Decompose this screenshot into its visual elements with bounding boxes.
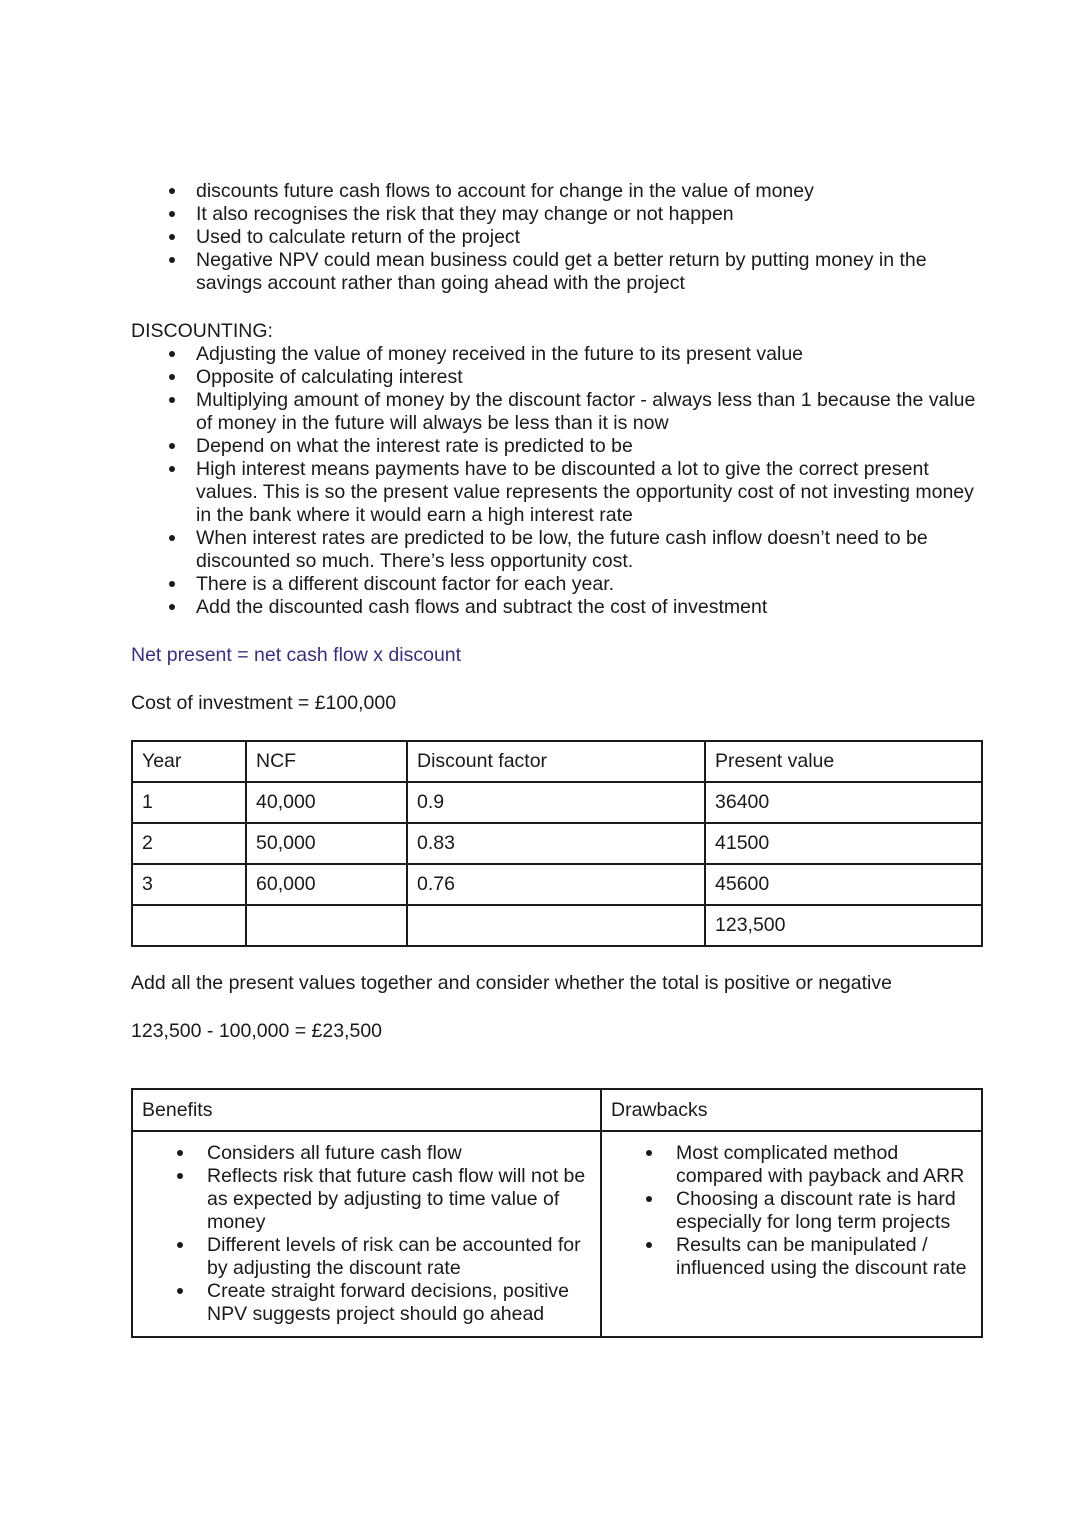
- cell-discount-factor: 0.9: [407, 782, 705, 823]
- table-row: [132, 1131, 982, 1337]
- list-item: There is a different discount factor for each year.: [131, 573, 981, 596]
- cell-discount-factor: 0.76: [407, 864, 705, 905]
- list-item: Opposite of calculating interest: [131, 366, 981, 389]
- cell-year: 1: [132, 782, 246, 823]
- cell-total-present-value: 123,500: [705, 905, 982, 946]
- cost-of-investment: Cost of investment = £100,000: [131, 692, 397, 714]
- benefits-cell: [132, 1131, 601, 1337]
- npv-formula: Net present = net cash flow x discount: [131, 644, 462, 666]
- header-discount-factor: Discount factor: [407, 741, 705, 782]
- list-item: Different levels of risk can be accounted for by adjusting the discount rate: [142, 1234, 594, 1280]
- summary-text: Add all the present values together and consider whether the total is positive or negative: [131, 972, 892, 994]
- list-item: Reflects risk that future cash flow will not be as expected by adjusting to time value of money: [142, 1165, 594, 1234]
- cell-present-value: 36400: [705, 782, 982, 823]
- table-total-row: [132, 905, 982, 946]
- document-page: [131, 180, 981, 1338]
- list-item: Results can be manipulated / influenced using the discount rate: [611, 1234, 975, 1280]
- header-year: Year: [132, 741, 246, 782]
- list-item: Choosing a discount rate is hard especially for long term projects: [611, 1188, 975, 1234]
- list-item: Negative NPV could mean business could get a better return by putting money in the savings account rather than going ahead with the project: [131, 249, 981, 295]
- list-item: Multiplying amount of money by the discount factor - always less than 1 because the value of money in the future will always be less than it is now: [131, 389, 981, 435]
- cell-present-value: 45600: [705, 864, 982, 905]
- npv-calculation: 123,500 - 100,000 = £23,500: [131, 1020, 383, 1042]
- benefits-drawbacks-table: [131, 1088, 983, 1338]
- npv-table: [131, 740, 983, 947]
- cell-present-value: 41500: [705, 823, 982, 864]
- cell-discount-factor: 0.83: [407, 823, 705, 864]
- discounting-bullet-list: [131, 343, 981, 619]
- drawbacks-list: [611, 1142, 975, 1280]
- list-item: Create straight forward decisions, positive NPV suggests project should go ahead: [142, 1280, 594, 1326]
- header-ncf: NCF: [246, 741, 407, 782]
- cell-year: 2: [132, 823, 246, 864]
- list-item: Depend on what the interest rate is predicted to be: [131, 435, 981, 458]
- discounting-heading: DISCOUNTING:: [131, 320, 273, 342]
- table-header-row: [132, 1089, 982, 1131]
- list-item: discounts future cash flows to account for change in the value of money: [131, 180, 981, 203]
- header-drawbacks: Drawbacks: [601, 1089, 982, 1131]
- list-item: Used to calculate return of the project: [131, 226, 981, 249]
- table-header-row: [132, 741, 982, 782]
- header-present-value: Present value: [705, 741, 982, 782]
- cell-ncf: [246, 905, 407, 946]
- list-item: High interest means payments have to be discounted a lot to give the correct present values. This is so the present value represents the opportunity cost of not investing money in the bank where it would earn a high interest rate: [131, 458, 981, 527]
- list-item: Add the discounted cash flows and subtract the cost of investment: [131, 596, 981, 619]
- table-row: [132, 823, 982, 864]
- list-item: Most complicated method compared with payback and ARR: [611, 1142, 975, 1188]
- cell-ncf: 60,000: [246, 864, 407, 905]
- cell-year: 3: [132, 864, 246, 905]
- list-item: Considers all future cash flow: [142, 1142, 594, 1165]
- cell-discount-factor: [407, 905, 705, 946]
- table-row: [132, 782, 982, 823]
- benefits-list: [142, 1142, 594, 1326]
- list-item: It also recognises the risk that they may change or not happen: [131, 203, 981, 226]
- list-item: Adjusting the value of money received in the future to its present value: [131, 343, 981, 366]
- cell-year: [132, 905, 246, 946]
- intro-bullet-list: [131, 180, 981, 295]
- table-row: [132, 864, 982, 905]
- cell-ncf: 50,000: [246, 823, 407, 864]
- cell-ncf: 40,000: [246, 782, 407, 823]
- header-benefits: Benefits: [132, 1089, 601, 1131]
- drawbacks-cell: [601, 1131, 982, 1337]
- list-item: When interest rates are predicted to be low, the future cash inflow doesn’t need to be discounted so much. There’s less opportunity cost.: [131, 527, 981, 573]
